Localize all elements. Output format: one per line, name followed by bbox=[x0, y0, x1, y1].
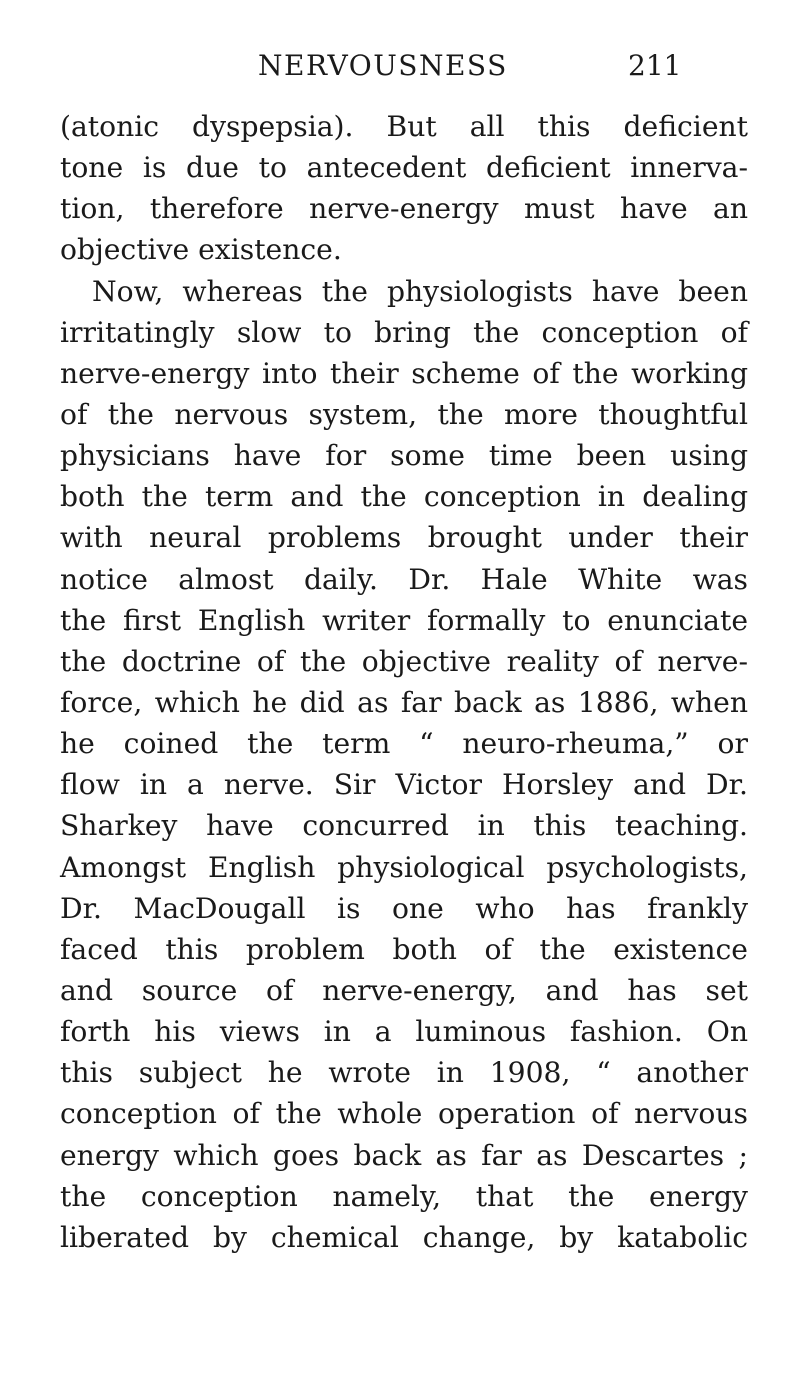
text-line: tone is due to antecedent deficient innerva- bbox=[60, 151, 748, 185]
text-line: objective existence. bbox=[60, 233, 342, 267]
text-line: energy which goes back as far as Descartes ; bbox=[60, 1138, 748, 1172]
text-line: irritatingly slow to bring the conception of bbox=[60, 315, 748, 349]
body-text bbox=[60, 106, 748, 1258]
text-line: faced this problem both of the existence bbox=[60, 932, 748, 966]
text-line: he coined the term “ neuro-rheuma,” or bbox=[60, 727, 748, 761]
text-line: (atonic dyspepsia). But all this deficient bbox=[60, 110, 748, 143]
text-line: forth his views in a luminous fashion. On bbox=[60, 1015, 748, 1049]
text-line: Amongst English physiological psychologists, bbox=[60, 850, 748, 884]
text-line: liberated by chemical change, by katabolic bbox=[60, 1220, 748, 1254]
text-line: force, which he did as far back as 1886, when bbox=[60, 685, 748, 719]
text-line: the first English writer formally to enunciate bbox=[60, 603, 748, 637]
text-line: conception of the whole operation of nervous bbox=[60, 1097, 748, 1131]
text-line: the conception namely, that the energy bbox=[60, 1179, 748, 1213]
text-line: this subject he wrote in 1908, “ another bbox=[60, 1056, 748, 1090]
running-title: NERVOUSNESS bbox=[258, 49, 508, 82]
text-line: nerve-energy into their scheme of the working bbox=[60, 356, 748, 390]
text-line: Now, whereas the physiologists have been bbox=[92, 274, 748, 308]
text-line: physicians have for some time been using bbox=[60, 439, 748, 473]
text-line: flow in a nerve. Sir Victor Horsley and Dr. bbox=[60, 768, 748, 802]
page-number: 211 bbox=[628, 49, 682, 82]
text-line: the doctrine of the objective reality of nerve- bbox=[60, 644, 748, 678]
text-line: of the nervous system, the more thoughtful bbox=[60, 397, 748, 431]
text-line: Dr. MacDougall is one who has frankly bbox=[60, 891, 748, 925]
text-line: with neural problems brought under their bbox=[60, 521, 748, 555]
text-line: and source of nerve-energy, and has set bbox=[60, 973, 748, 1007]
text-line: notice almost daily. Dr. Hale White was bbox=[60, 562, 748, 596]
text-line: Sharkey have concurred in this teaching. bbox=[60, 809, 748, 843]
running-head bbox=[0, 40, 800, 90]
text-line: tion, therefore nerve-energy must have an bbox=[60, 192, 748, 226]
text-line: both the term and the conception in dealing bbox=[60, 480, 748, 514]
